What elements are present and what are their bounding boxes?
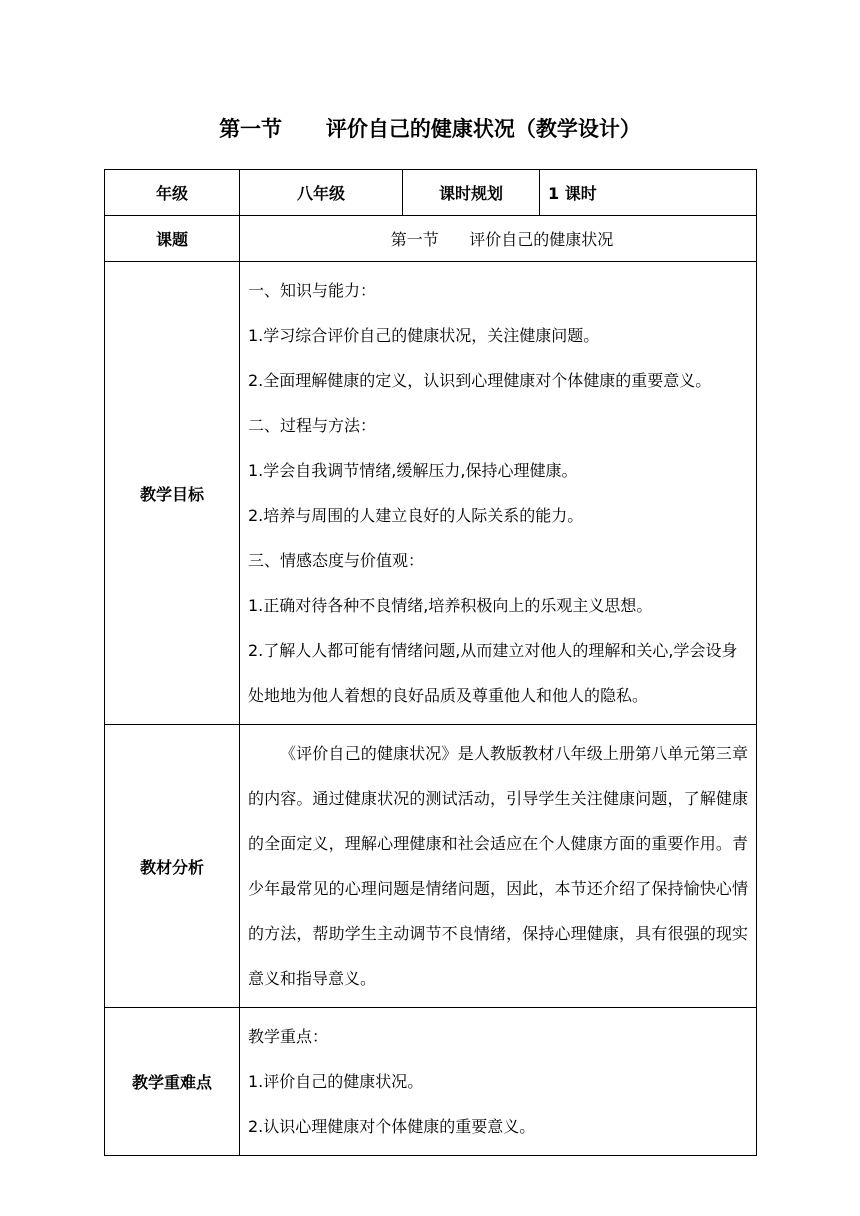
topic-row — [105, 216, 757, 262]
topic-value: 第一节 评价自己的健康状况 — [240, 216, 757, 262]
objective-line: 2.培养与周围的人建立良好的人际关系的能力。 — [248, 506, 584, 525]
analysis-paragraph: 《评价自己的健康状况》是人教版教材八年级上册第八单元第三章的内容。通过健康状况的测试活动，引导学生关注健康问题，了解健康的全面定义，理解心理健康和社会适应在个人健康方面的重要作用。青少年最常见的心理问题是情绪问题，因此，本节还介绍了保持愉快心情的方法，帮助学生主动调节不良情绪，保持心理健康，具有很强的现实意义和指导意义。 — [248, 744, 748, 988]
key-point-line: 2.认识心理健康对个体健康的重要意义。 — [248, 1117, 536, 1136]
topic-label: 课题 — [105, 216, 240, 262]
objective-line: 2.全面理解健康的定义，认识到心理健康对个体健康的重要意义。 — [248, 371, 712, 390]
objectives-label: 教学目标 — [105, 262, 240, 725]
key-point-line: 1.评价自己的健康状况。 — [248, 1072, 424, 1091]
objective-line: 1.学会自我调节情绪,缓解压力,保持心理健康。 — [248, 461, 578, 480]
key-points-content — [240, 1008, 757, 1156]
header-row — [105, 170, 757, 216]
period-value: 1 课时 — [540, 170, 757, 216]
analysis-content — [240, 725, 757, 1008]
period-label: 课时规划 — [403, 170, 540, 216]
objective-line: 三、情感态度与价值观： — [248, 551, 425, 570]
grade-label: 年级 — [105, 170, 240, 216]
grade-value: 八年级 — [240, 170, 403, 216]
objective-line: 1.学习综合评价自己的健康状况，关注健康问题。 — [248, 326, 600, 345]
document-title: 第一节 评价自己的健康状况（教学设计） — [219, 117, 641, 141]
key-point-line: 教学重点： — [248, 1027, 329, 1046]
key-points-row — [105, 1008, 757, 1156]
objective-line: 1.正确对待各种不良情绪,培养积极向上的乐观主义思想。 — [248, 596, 653, 615]
analysis-row — [105, 725, 757, 1008]
objective-line: 一、知识与能力： — [248, 281, 377, 300]
objectives-row — [105, 262, 757, 725]
objective-line: 二、过程与方法： — [248, 416, 377, 435]
lesson-plan-table — [104, 169, 757, 1156]
objectives-content — [240, 262, 757, 725]
analysis-label: 教材分析 — [105, 725, 240, 1008]
objective-line: 2.了解人人都可能有情绪问题,从而建立对他人的理解和关心,学会设身处地地为他人着想的良好品质及尊重他人和他人的隐私。 — [248, 641, 738, 705]
key-points-label: 教学重难点 — [105, 1008, 240, 1156]
